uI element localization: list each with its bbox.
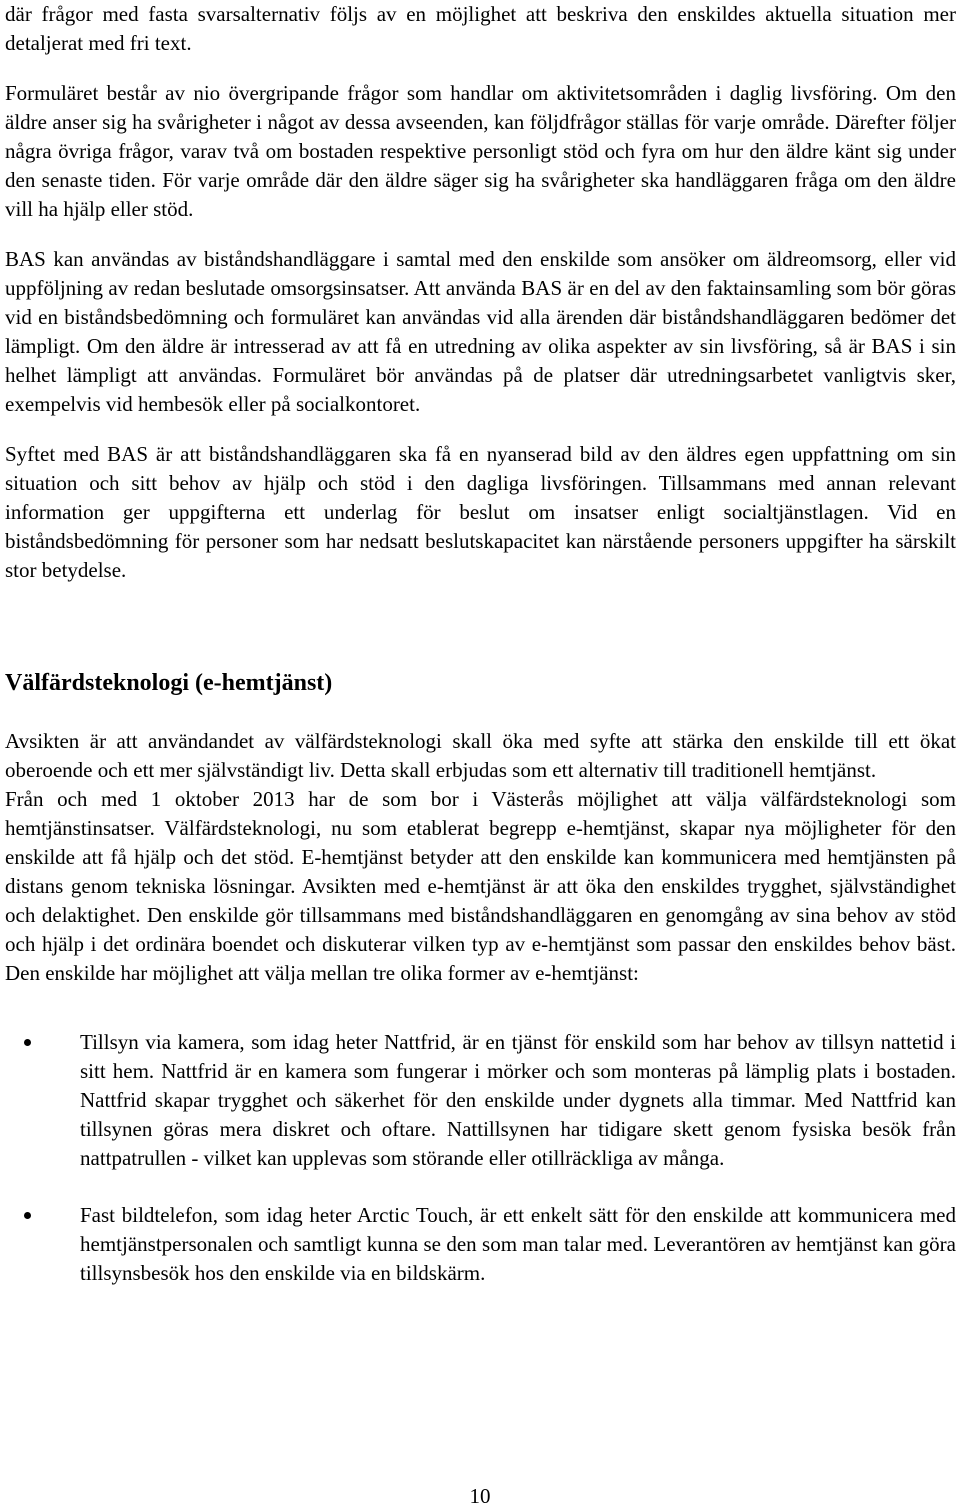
document-page: [5, 0, 956, 1288]
paragraph-intro-continuation: där frågor med fasta svarsalternativ följs av en möjlighet att beskriva den enskildes aktuella situation mer detaljerat med fri text.: [5, 2, 956, 55]
paragraph-fran-och-med: Från och med 1 oktober 2013 har de som bor i Västerås möjlighet att välja välfärdsteknologi som hemtjänstinsatser. Välfärdsteknologi, nu som etablerat begrepp e-hemtjänst, skapar nya möjligheter för den enskilde att få hjälp och det stöd. E-hemtjänst betyder att den enskilde kan kommunicera med hemtjänsten på distans genom tekniska lösningar. Avsikten med e-hemtjänst är att öka den enskildes trygghet, självständighet och delaktighet. Den enskilde gör tillsammans med biståndshandläggaren en genomgång av sina behov av stöd och hjälp i det ordinära boendet och diskuterar vilken typ av e-hemtjänst som passar den enskildes behov bäst. Den enskilde har möjlighet att välja mellan tre olika former av e-hemtjänst:: [5, 787, 956, 985]
paragraph-bas-usage: BAS kan användas av biståndshandläggare i samtal med den enskilde som ansöker om äldreomsorg, eller vid uppföljning av redan beslutade omsorgsinsatser. Att använda BAS är en del av den faktainsamling som bör göras vid en biståndsbedömning och formuläret kan användas vid alla ärenden där biståndshandläggaren bedömer det lämpligt. Om den äldre är intresserad av att få en utredning av olika aspekter av sin livsföring, så är BAS i sin helhet lämpligt att användas. Formuläret bör användas på de platser där utredningsarbetet vanligtvis sker, exempelvis vid hembesök eller på socialkontoret.: [5, 247, 956, 416]
paragraph-bas-purpose: Syftet med BAS är att biståndshandläggaren ska få en nyanserad bild av den äldres egen uppfattning om sin situation och sitt behov av hjälp och stöd i den dagliga livsföringen. Tillsammans med annan relevant information ger uppgifterna ett underlag för beslut om insatser enligt socialtjänstlagen. Vid en biståndsbedömning för personer som har nedsatt beslutskapacitet kan närstående personers uppgifter ha särskilt stor betydelse.: [5, 442, 956, 582]
list-item: [5, 1201, 956, 1288]
list-item-text: Tillsyn via kamera, som idag heter Nattfrid, är en tjänst för enskild som har behov av tillsyn nattetid i sitt hem. Nattfrid är en kamera som fungerar i mörker och som monteras på lämplig plats i bostaden. Nattfrid skapar trygghet och säkerhet för den enskilde under dygnets alla timmar. Med Nattfrid kan tillsynen göras mera diskret och oftare. Nattillsynen har tidigare skett genom fysiska besök från nattpatrullen - vilket kan upplevas som störande eller otillräckliga av många.: [80, 1030, 956, 1170]
paragraph-formular: Formuläret består av nio övergripande frågor som handlar om aktivitetsområden i daglig livsföring. Om den äldre anser sig ha svårigheter i något av dessa avseenden, kan följdfrågor ställas för varje område. Därefter följer några övriga frågor, varav två om bostaden respektive personligt stöd och fyra om hur den äldre känt sig under den senaste tiden. För varje område där den äldre säger sig ha svårigheter ska handläggaren fråga om den äldre vill ha hjälp eller stöd.: [5, 81, 956, 221]
paragraph-avsikten: Avsikten är att användandet av välfärdsteknologi skall öka med syfte att stärka den enskilde till ett ökat oberoende och ett mer självständigt liv. Detta skall erbjudas som ett alternativ till traditionell hemtjänst.: [5, 729, 956, 782]
list-item-text: Fast bildtelefon, som idag heter Arctic Touch, är ett enkelt sätt för den enskilde att kommunicera med hemtjänstpersonalen och samtligt kunna se den som man talar med. Leverantören av hemtjänst kan göra tillsynsbesök hos den enskilde via en bildskärm.: [80, 1203, 956, 1285]
bullet-icon: [24, 1212, 31, 1219]
bullet-list: [5, 1028, 956, 1288]
section-heading: Välfärdsteknologi (e-hemtjänst): [5, 670, 333, 696]
page-number: 10: [469, 1484, 491, 1508]
list-item: [5, 1028, 956, 1173]
bullet-icon: [24, 1039, 31, 1046]
